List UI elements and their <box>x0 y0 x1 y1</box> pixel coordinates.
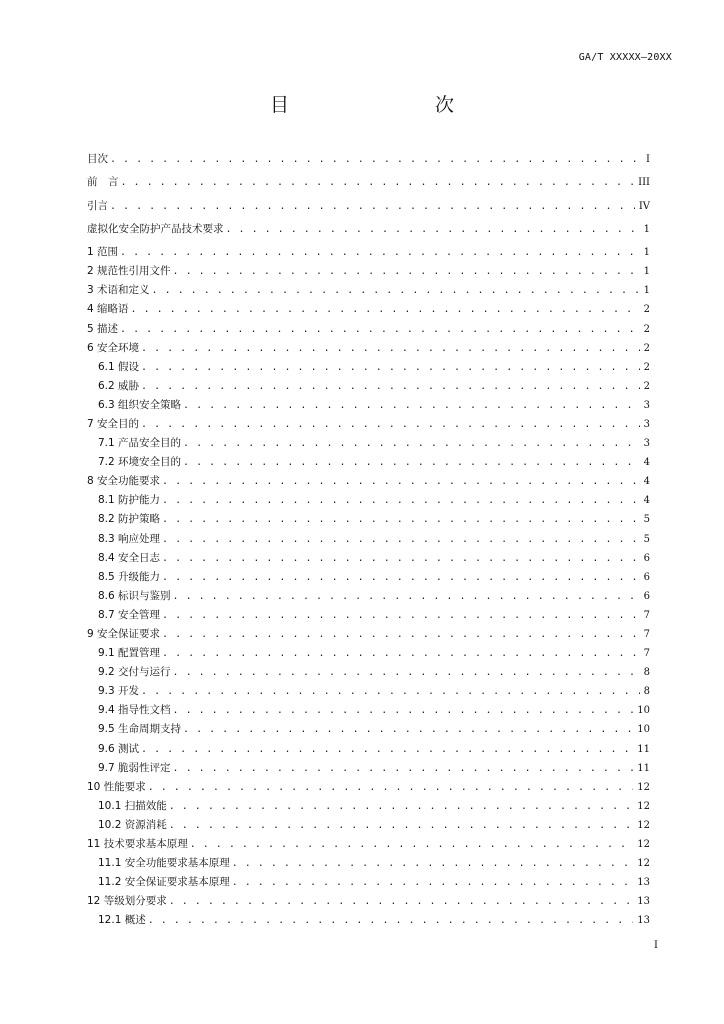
toc-leader-dots <box>131 300 640 319</box>
toc-entry-page: 5 <box>643 514 650 526</box>
toc-entry-page: 1 <box>643 247 650 259</box>
toc-entry[interactable] <box>87 625 650 644</box>
toc-leader-dots <box>173 663 640 682</box>
toc-entry-label: 8.3 响应处理 <box>98 532 161 545</box>
toc-leader-dots <box>162 472 640 491</box>
toc-entry-label: 9.5 生命周期支持 <box>98 723 182 736</box>
page-title: 目 次 <box>269 94 490 116</box>
toc-leader-dots <box>148 911 634 930</box>
toc-leader-dots <box>152 281 640 300</box>
toc-entry-label: 11.2 安全保证要求基本原理 <box>98 876 230 889</box>
toc-leader-dots <box>226 220 640 239</box>
toc-entry[interactable] <box>87 720 650 739</box>
toc-leader-dots <box>173 587 640 606</box>
toc-entry[interactable] <box>87 510 650 529</box>
toc-leader-dots <box>173 701 634 720</box>
toc-entry-page: 3 <box>643 418 650 430</box>
toc-entry-page: 10 <box>637 724 650 736</box>
toc-entry[interactable] <box>87 262 650 281</box>
toc-entry[interactable] <box>87 759 650 778</box>
toc-entry-label: 7.2 环境安全目的 <box>98 456 182 469</box>
toc-entry-label: 11 技术要求基本原理 <box>87 838 188 851</box>
toc-entry[interactable] <box>87 873 650 892</box>
toc-entry-label: 8.2 防护策略 <box>98 513 161 526</box>
toc-entry-label: 8.4 安全日志 <box>98 551 161 564</box>
toc-entry[interactable] <box>87 606 650 625</box>
toc-entry[interactable] <box>87 453 650 472</box>
toc-entry[interactable] <box>87 549 650 568</box>
toc-entry-label: 虚拟化安全防护产品技术要求 <box>87 222 224 235</box>
toc-leader-dots <box>110 150 642 169</box>
toc-leader-dots <box>162 568 640 587</box>
toc-entry[interactable] <box>87 644 650 663</box>
toc-entry[interactable] <box>87 320 650 339</box>
toc-leader-dots <box>162 606 640 625</box>
toc-entry-page: IV <box>638 200 650 212</box>
toc-entry-page: 7 <box>643 609 650 621</box>
toc-leader-dots <box>162 549 640 568</box>
toc-entry-page: 2 <box>643 361 650 373</box>
toc-leader-dots <box>183 453 640 472</box>
toc-entry[interactable] <box>87 491 650 510</box>
toc-entry-page: 7 <box>643 648 650 660</box>
toc-entry[interactable] <box>87 530 650 549</box>
toc-entry-label: 10 性能要求 <box>87 780 146 793</box>
toc-entry[interactable] <box>87 434 650 453</box>
toc-entry[interactable] <box>87 740 650 759</box>
toc-entry-label: 9.7 脆弱性评定 <box>98 761 171 774</box>
toc-leader-dots <box>141 339 640 358</box>
toc-entry[interactable] <box>87 339 650 358</box>
toc-entry[interactable] <box>87 472 650 491</box>
toc-entry-page: 2 <box>643 380 650 392</box>
toc-entry-label: 8.6 标识与鉴别 <box>98 589 171 602</box>
toc-entry-label: 9.4 指导性文档 <box>98 704 171 717</box>
toc-leader-dots <box>162 491 640 510</box>
toc-leader-dots <box>169 892 634 911</box>
toc-leader-dots <box>173 759 634 778</box>
toc-leader-dots <box>232 873 634 892</box>
toc-entry-page: 3 <box>643 399 650 411</box>
toc-entry[interactable] <box>87 197 650 216</box>
toc-entry[interactable] <box>87 243 650 262</box>
toc-entry[interactable] <box>87 587 650 606</box>
toc-entry-label: 5 描述 <box>87 322 119 335</box>
toc-entry-page: 3 <box>643 438 650 450</box>
toc-entry-label: 9 安全保证要求 <box>87 628 161 640</box>
toc-entry-label: 6.3 组织安全策略 <box>98 398 182 411</box>
toc-leader-dots <box>141 740 633 759</box>
toc-entry[interactable] <box>87 816 650 835</box>
toc-entry-page: 6 <box>643 571 650 583</box>
toc-entry-page: 13 <box>637 877 650 889</box>
toc-entry-label: 12.1 概述 <box>98 914 146 927</box>
document-code: GA/T XXXXX—20XX <box>578 52 672 63</box>
toc-entry-page: 2 <box>643 323 650 335</box>
toc-entry[interactable] <box>87 358 650 377</box>
toc-entry-label: 1 范围 <box>87 246 119 259</box>
toc-leader-dots <box>141 682 640 701</box>
toc-entry-page: 13 <box>637 896 650 908</box>
toc-entry[interactable] <box>87 173 650 192</box>
toc-entry-page: 2 <box>643 304 650 316</box>
toc-entry[interactable] <box>87 911 650 930</box>
toc-entry[interactable] <box>87 568 650 587</box>
toc-entry-label: 7.1 产品安全目的 <box>98 437 182 450</box>
toc-entry-page: 12 <box>637 800 650 812</box>
toc-leader-dots <box>169 816 634 835</box>
toc-leader-dots <box>148 778 634 797</box>
toc-entry-label: 3 术语和定义 <box>87 284 150 297</box>
toc-entry-page: 8 <box>643 686 650 698</box>
toc-entry-label: 8.1 防护能力 <box>98 494 161 507</box>
toc-entry-page: 1 <box>643 223 650 235</box>
toc-entry-label: 6.2 威胁 <box>98 379 140 392</box>
toc-entry-label: 8.5 升级能力 <box>98 570 161 583</box>
toc-entry-page: 11 <box>637 743 650 755</box>
toc-entry-label: 7 安全目的 <box>87 417 140 430</box>
toc-entry[interactable] <box>87 797 650 816</box>
toc-entry-page: 12 <box>637 839 650 851</box>
toc-leader-dots <box>120 243 640 262</box>
toc-entry-label: 11.1 安全功能要求基本原理 <box>98 857 230 870</box>
toc-leader-dots <box>141 358 640 377</box>
toc-entry-page: 10 <box>637 705 650 717</box>
toc-entry-page: 13 <box>637 915 650 927</box>
toc-entry-page: 1 <box>643 285 650 297</box>
toc-leader-dots <box>120 320 640 339</box>
toc-entry-page: 8 <box>643 667 650 679</box>
toc-entry-page: 7 <box>643 629 650 640</box>
toc-entry[interactable] <box>87 835 650 854</box>
footer-page-number: I <box>654 940 658 951</box>
toc-entry-page: 12 <box>637 819 650 831</box>
toc-leader-dots <box>183 434 640 453</box>
toc-entry-page: III <box>638 177 650 189</box>
toc-entry-label: 8 安全功能要求 <box>87 475 161 488</box>
toc-entry[interactable] <box>87 377 650 396</box>
toc-entry-page: 4 <box>643 476 650 488</box>
toc-entry-page: 4 <box>643 495 650 507</box>
toc-leader-dots <box>169 797 634 816</box>
toc-leader-dots <box>162 510 640 529</box>
toc-entry-label: 6.1 假设 <box>98 360 140 373</box>
toc-entry-page: 12 <box>637 858 650 870</box>
toc-entry[interactable] <box>87 682 650 701</box>
toc-entry-label: 8.7 安全管理 <box>98 608 161 621</box>
toc-leader-dots <box>121 173 635 192</box>
toc-entry[interactable] <box>87 778 650 797</box>
toc-leader-dots <box>173 262 640 281</box>
toc-entry-page: 1 <box>643 266 650 278</box>
toc-entry-label: 4 缩略语 <box>87 303 129 316</box>
toc-entry[interactable] <box>87 150 650 169</box>
toc-entry-label: 引言 <box>87 199 108 212</box>
toc-entry[interactable] <box>87 220 650 239</box>
toc-entry-page: 12 <box>637 781 650 793</box>
toc-entry[interactable] <box>87 892 650 911</box>
toc-entry[interactable] <box>87 415 650 434</box>
toc-entry-label: 12 等级划分要求 <box>87 895 167 908</box>
toc-leader-dots <box>190 835 634 854</box>
toc-leader-dots <box>110 197 635 216</box>
toc-entry-label: 前 言 <box>87 176 119 189</box>
toc-entry[interactable] <box>87 663 650 682</box>
toc-entry-label: 10.2 资源消耗 <box>98 818 167 831</box>
toc-entry[interactable] <box>87 854 650 873</box>
toc-leader-dots <box>183 720 633 739</box>
toc-entry-label: 目次 <box>87 153 108 165</box>
toc-leader-dots <box>162 644 640 663</box>
toc-entry[interactable] <box>87 701 650 720</box>
toc-entry-label: 9.3 开发 <box>98 685 140 698</box>
toc-entry-label: 2 规范性引用文件 <box>87 265 171 278</box>
toc-entry-page: 2 <box>643 342 650 354</box>
toc-entry-page: I <box>646 154 650 165</box>
table-of-contents <box>87 150 650 931</box>
toc-entry-page: 6 <box>643 552 650 564</box>
toc-entry-label: 6 安全环境 <box>87 341 140 354</box>
toc-entry-page: 4 <box>643 457 650 469</box>
toc-entry-label: 10.1 扫描效能 <box>98 799 167 812</box>
toc-entry-page: 6 <box>643 590 650 602</box>
toc-leader-dots <box>162 530 640 549</box>
toc-leader-dots <box>141 377 640 396</box>
toc-entry-label: 9.6 测试 <box>98 742 140 755</box>
toc-entry[interactable] <box>87 396 650 415</box>
toc-leader-dots <box>141 415 640 434</box>
toc-leader-dots <box>162 625 640 644</box>
toc-entry[interactable] <box>87 281 650 300</box>
toc-entry-label: 9.2 交付与运行 <box>98 666 171 679</box>
toc-entry-label: 9.1 配置管理 <box>98 647 161 660</box>
toc-leader-dots <box>183 396 640 415</box>
toc-leader-dots <box>232 854 634 873</box>
toc-entry-page: 11 <box>637 762 650 774</box>
toc-entry[interactable] <box>87 300 650 319</box>
toc-entry-page: 5 <box>643 533 650 545</box>
